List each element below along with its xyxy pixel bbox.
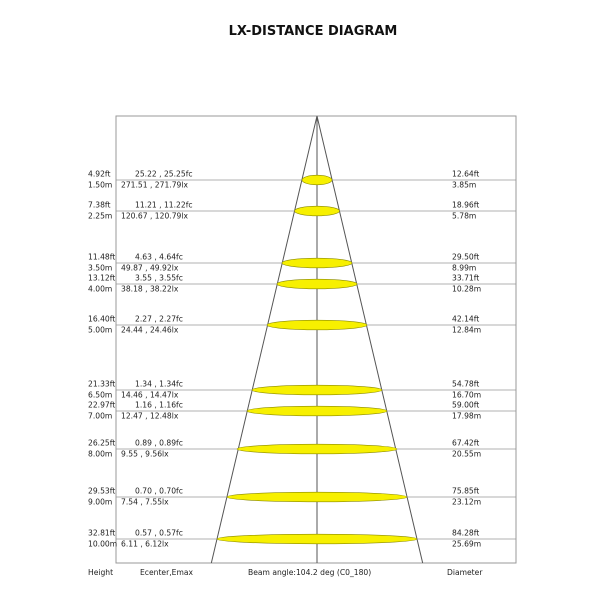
illuminance-lx-label: 12.47 , 12.48lx xyxy=(121,411,179,421)
footer-ecenter-label: Ecenter,Emax xyxy=(140,568,193,577)
illuminance-fc-label: 0.89 , 0.89fc xyxy=(135,438,183,448)
distance-row xyxy=(88,380,516,400)
diameter-ft-label: 33.71ft xyxy=(452,273,480,283)
beam-spot xyxy=(295,206,340,216)
distance-row xyxy=(88,201,516,221)
height-ft-label: 4.92ft xyxy=(88,169,111,179)
diameter-ft-label: 75.85ft xyxy=(452,486,480,496)
beam-spot xyxy=(277,279,357,289)
beam-spot xyxy=(227,492,407,502)
height-ft-label: 13.12ft xyxy=(88,273,116,283)
diameter-ft-label: 18.96ft xyxy=(452,200,480,210)
beam-spot xyxy=(282,258,352,268)
illuminance-fc-label: 1.16 , 1.16fc xyxy=(135,400,183,410)
illuminance-lx-label: 38.18 , 38.22lx xyxy=(121,284,179,294)
distance-row xyxy=(88,439,516,459)
beam-spot xyxy=(267,320,367,330)
diagram-title: LX-DISTANCE DIAGRAM xyxy=(228,24,398,39)
height-m-label: 4.00m xyxy=(88,284,113,294)
height-m-label: 8.00m xyxy=(88,449,113,459)
footer-height-label: Height xyxy=(88,568,114,577)
illuminance-lx-label: 9.55 , 9.56lx xyxy=(121,449,169,459)
beam-spot xyxy=(247,406,387,416)
distance-row xyxy=(88,401,516,421)
height-ft-label: 11.48ft xyxy=(88,252,116,262)
height-ft-label: 26.25ft xyxy=(88,438,116,448)
beam-spot xyxy=(217,534,417,544)
diameter-m-label: 25.69m xyxy=(452,539,482,549)
illuminance-lx-label: 49.87 , 49.92lx xyxy=(121,263,179,273)
illuminance-lx-label: 120.67 , 120.79lx xyxy=(121,211,188,221)
diameter-m-label: 5.78m xyxy=(452,211,477,221)
illuminance-fc-label: 0.57 , 0.57fc xyxy=(135,528,183,538)
diameter-m-label: 17.98m xyxy=(452,411,482,421)
height-m-label: 2.25m xyxy=(88,211,113,221)
footer-beam-angle-label: Beam angle:104.2 deg (C0_180) xyxy=(248,568,372,577)
distance-row xyxy=(88,529,516,549)
illuminance-fc-label: 4.63 , 4.64fc xyxy=(135,252,183,262)
diameter-ft-label: 42.14ft xyxy=(452,314,480,324)
illuminance-lx-label: 24.44 , 24.46lx xyxy=(121,325,179,335)
height-m-label: 10.00m xyxy=(88,539,118,549)
height-ft-label: 16.40ft xyxy=(88,314,116,324)
height-ft-label: 7.38ft xyxy=(88,200,111,210)
beam-spot xyxy=(252,385,382,395)
footer-diameter-label: Diameter xyxy=(447,568,483,577)
distance-row xyxy=(88,253,516,273)
distance-row xyxy=(88,170,516,190)
diameter-m-label: 20.55m xyxy=(452,449,482,459)
height-ft-label: 22.97ft xyxy=(88,400,116,410)
diameter-ft-label: 67.42ft xyxy=(452,438,480,448)
illuminance-fc-label: 0.70 , 0.70fc xyxy=(135,486,183,496)
height-m-label: 1.50m xyxy=(88,180,113,190)
illuminance-lx-label: 7.54 , 7.55lx xyxy=(121,497,169,507)
illuminance-fc-label: 11.21 , 11.22fc xyxy=(135,200,193,210)
height-ft-label: 29.53ft xyxy=(88,486,116,496)
illuminance-lx-label: 6.11 , 6.12lx xyxy=(121,539,169,549)
beam-spot xyxy=(302,175,332,185)
illuminance-fc-label: 1.34 , 1.34fc xyxy=(135,379,183,389)
diameter-ft-label: 12.64ft xyxy=(452,169,480,179)
illuminance-fc-label: 25.22 , 25.25fc xyxy=(135,169,193,179)
distance-row xyxy=(88,487,516,507)
illuminance-fc-label: 2.27 , 2.27fc xyxy=(135,314,183,324)
diameter-ft-label: 59.00ft xyxy=(452,400,480,410)
diameter-m-label: 23.12m xyxy=(452,497,482,507)
diameter-ft-label: 54.78ft xyxy=(452,379,480,389)
diameter-m-label: 3.85m xyxy=(452,180,477,190)
height-ft-label: 32.81ft xyxy=(88,528,116,538)
distance-rows xyxy=(88,170,516,549)
height-m-label: 7.00m xyxy=(88,411,113,421)
height-m-label: 5.00m xyxy=(88,325,113,335)
diameter-ft-label: 29.50ft xyxy=(452,252,480,262)
diameter-m-label: 16.70m xyxy=(452,390,482,400)
height-m-label: 9.00m xyxy=(88,497,113,507)
diameter-ft-label: 84.28ft xyxy=(452,528,480,538)
height-m-label: 6.50m xyxy=(88,390,113,400)
illuminance-lx-label: 14.46 , 14.47lx xyxy=(121,390,179,400)
height-ft-label: 21.33ft xyxy=(88,379,116,389)
illuminance-fc-label: 3.55 , 3.55fc xyxy=(135,273,183,283)
distance-row xyxy=(88,315,516,335)
beam-spot xyxy=(237,444,397,454)
diameter-m-label: 8.99m xyxy=(452,263,477,273)
illuminance-lx-label: 271.51 , 271.79lx xyxy=(121,180,188,190)
diameter-m-label: 10.28m xyxy=(452,284,482,294)
diameter-m-label: 12.84m xyxy=(452,325,482,335)
distance-row xyxy=(88,274,516,294)
height-m-label: 3.50m xyxy=(88,263,113,273)
